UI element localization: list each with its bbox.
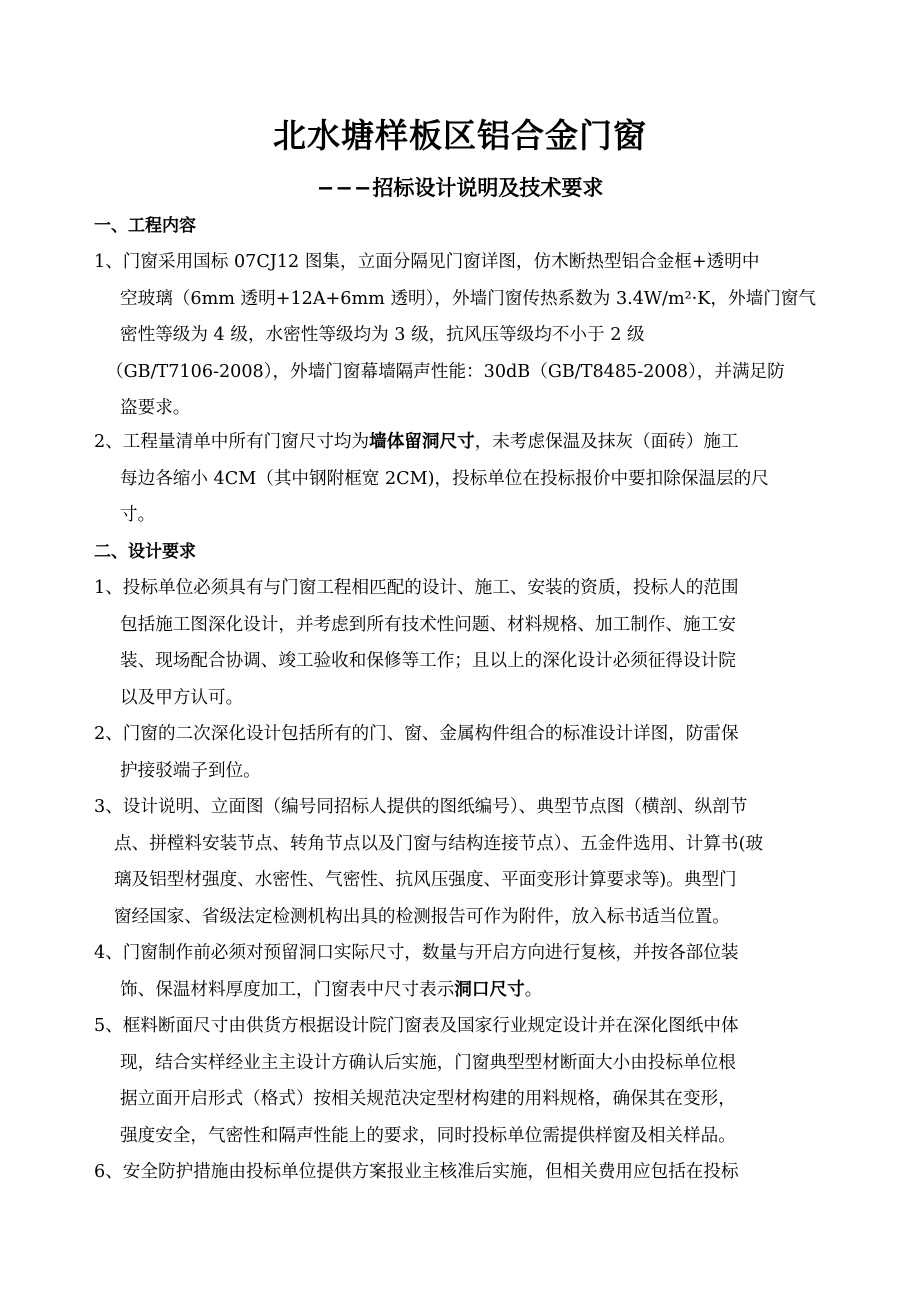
paragraph-line: 空玻璃（6mm 透明+12A+6mm 透明），外墙门窗传热系数为 3.4W/m²·K，外墙门窗气 (120, 288, 816, 309)
paragraph-2-1 (94, 570, 794, 716)
document-subtitle (0, 170, 920, 206)
paragraph-line: 盗要求。 (120, 398, 191, 418)
text-run: 。 (524, 979, 543, 1000)
document-title: 北水塘样板区铝合金门窗 (273, 116, 647, 155)
paragraph-line: 每边各缩小 4CM（其中钢附框宽 2CM)，投标单位在投标报价中要扣除保温层的尺 (120, 468, 769, 489)
paragraph-line: 5、框料断面尺寸由供货方根据设计院门窗表及国家行业规定设计并在深化图纸中体 (94, 1016, 739, 1036)
paragraph-line: 1、投标单位必须具有与门窗工程相匹配的设计、施工、安装的资质，投标人的范围 (94, 578, 739, 598)
paragraph-line: 寸。 (120, 505, 156, 525)
paragraph-line: 护接驳端子到位。 (120, 760, 261, 781)
paragraph-2-2 (94, 716, 794, 789)
emphasis-opening-size: 洞口尺寸 (454, 979, 525, 1000)
text-run: ，未考虑保温及抹灰（面砖）施工 (474, 432, 739, 452)
paragraph-line: 4、门窗制作前必须对预留洞口实际尺寸，数量与开启方向进行复核，并按各部位装 (94, 943, 739, 963)
paragraph-line: 3、设计说明、立面图（编号同招标人提供的图纸编号）、典型节点图（横剖、纵剖节 (94, 797, 748, 817)
paragraph-line: （GB/T7106-2008），外墙门窗幕墙隔声性能：30dB（GB/T8485-2008），并满足防 (106, 361, 785, 382)
emphasis-wall-opening-size: 墙体留洞尺寸 (369, 432, 475, 452)
section-heading-project-content: 一、工程内容 (94, 216, 196, 236)
paragraph-line: 2、门窗的二次深化设计包括所有的门、窗、金属构件组合的标准设计详图，防雷保 (94, 724, 739, 744)
paragraph-2-3 (94, 789, 794, 935)
text-run: 饰、保温材料厚度加工，门窗表中尺寸表示 (120, 979, 455, 1000)
subtitle-dashes: −−− (316, 176, 373, 200)
paragraph-line: 装、现场配合协调、竣工验收和保修等工作；且以上的深化设计必须征得设计院 (120, 651, 736, 671)
paragraph-line: 点、拼樘料安装节点、转角节点以及门窗与结构连接节点）、五金件选用、计算书(玻 (114, 833, 764, 854)
paragraph-1-2 (94, 424, 794, 534)
paragraph-line: 以及甲方认可。 (120, 687, 244, 708)
paragraph-line: 6、安全防护措施由投标单位提供方案报业主核准后实施，但相关费用应包括在投标 (94, 1162, 739, 1182)
paragraph-line: 包括施工图深化设计，并考虑到所有技术性问题、材料规格、加工制作、施工安 (120, 614, 736, 635)
paragraph-2-5 (94, 1008, 794, 1154)
paragraph-2-4 (94, 935, 794, 1008)
paragraph-line: 窗经国家、省级法定检测机构出具的检测报告可作为附件，放入标书适当位置。 (114, 906, 730, 927)
subtitle-text: 招标设计说明及技术要求 (372, 176, 604, 200)
paragraph-1-1 (94, 244, 816, 427)
section-heading-design-requirements: 二、设计要求 (94, 542, 196, 562)
text-run: 2、工程量清单中所有门窗尺寸均为 (94, 432, 370, 452)
paragraph-line: 据立面开启形式（格式）按相关规范决定型材构建的用料规格，确保其在变形， (120, 1089, 736, 1109)
paragraph-line (94, 424, 794, 461)
paragraph-line (94, 972, 794, 1009)
paragraph-2-6 (94, 1154, 794, 1191)
paragraph-line: 1、门窗采用国标 07CJ12 图集，立面分隔见门窗详图，仿木断热型铝合金框+透明中 (94, 252, 760, 272)
paragraph-line: 密性等级为 4 级，水密性等级均为 3 级，抗风压等级均不小于 2 级 (120, 325, 645, 345)
paragraph-line: 强度安全，气密性和隔声性能上的要求，同时投标单位需提供样窗及相关样品。 (120, 1125, 736, 1146)
paragraph-line: 璃及铝型材强度、水密性、气密性、抗风压强度、平面变形计算要求等)。典型门 (114, 870, 737, 890)
paragraph-line: 现，结合实样经业主主设计方确认后实施，门窗典型型材断面大小由投标单位根 (120, 1052, 736, 1073)
